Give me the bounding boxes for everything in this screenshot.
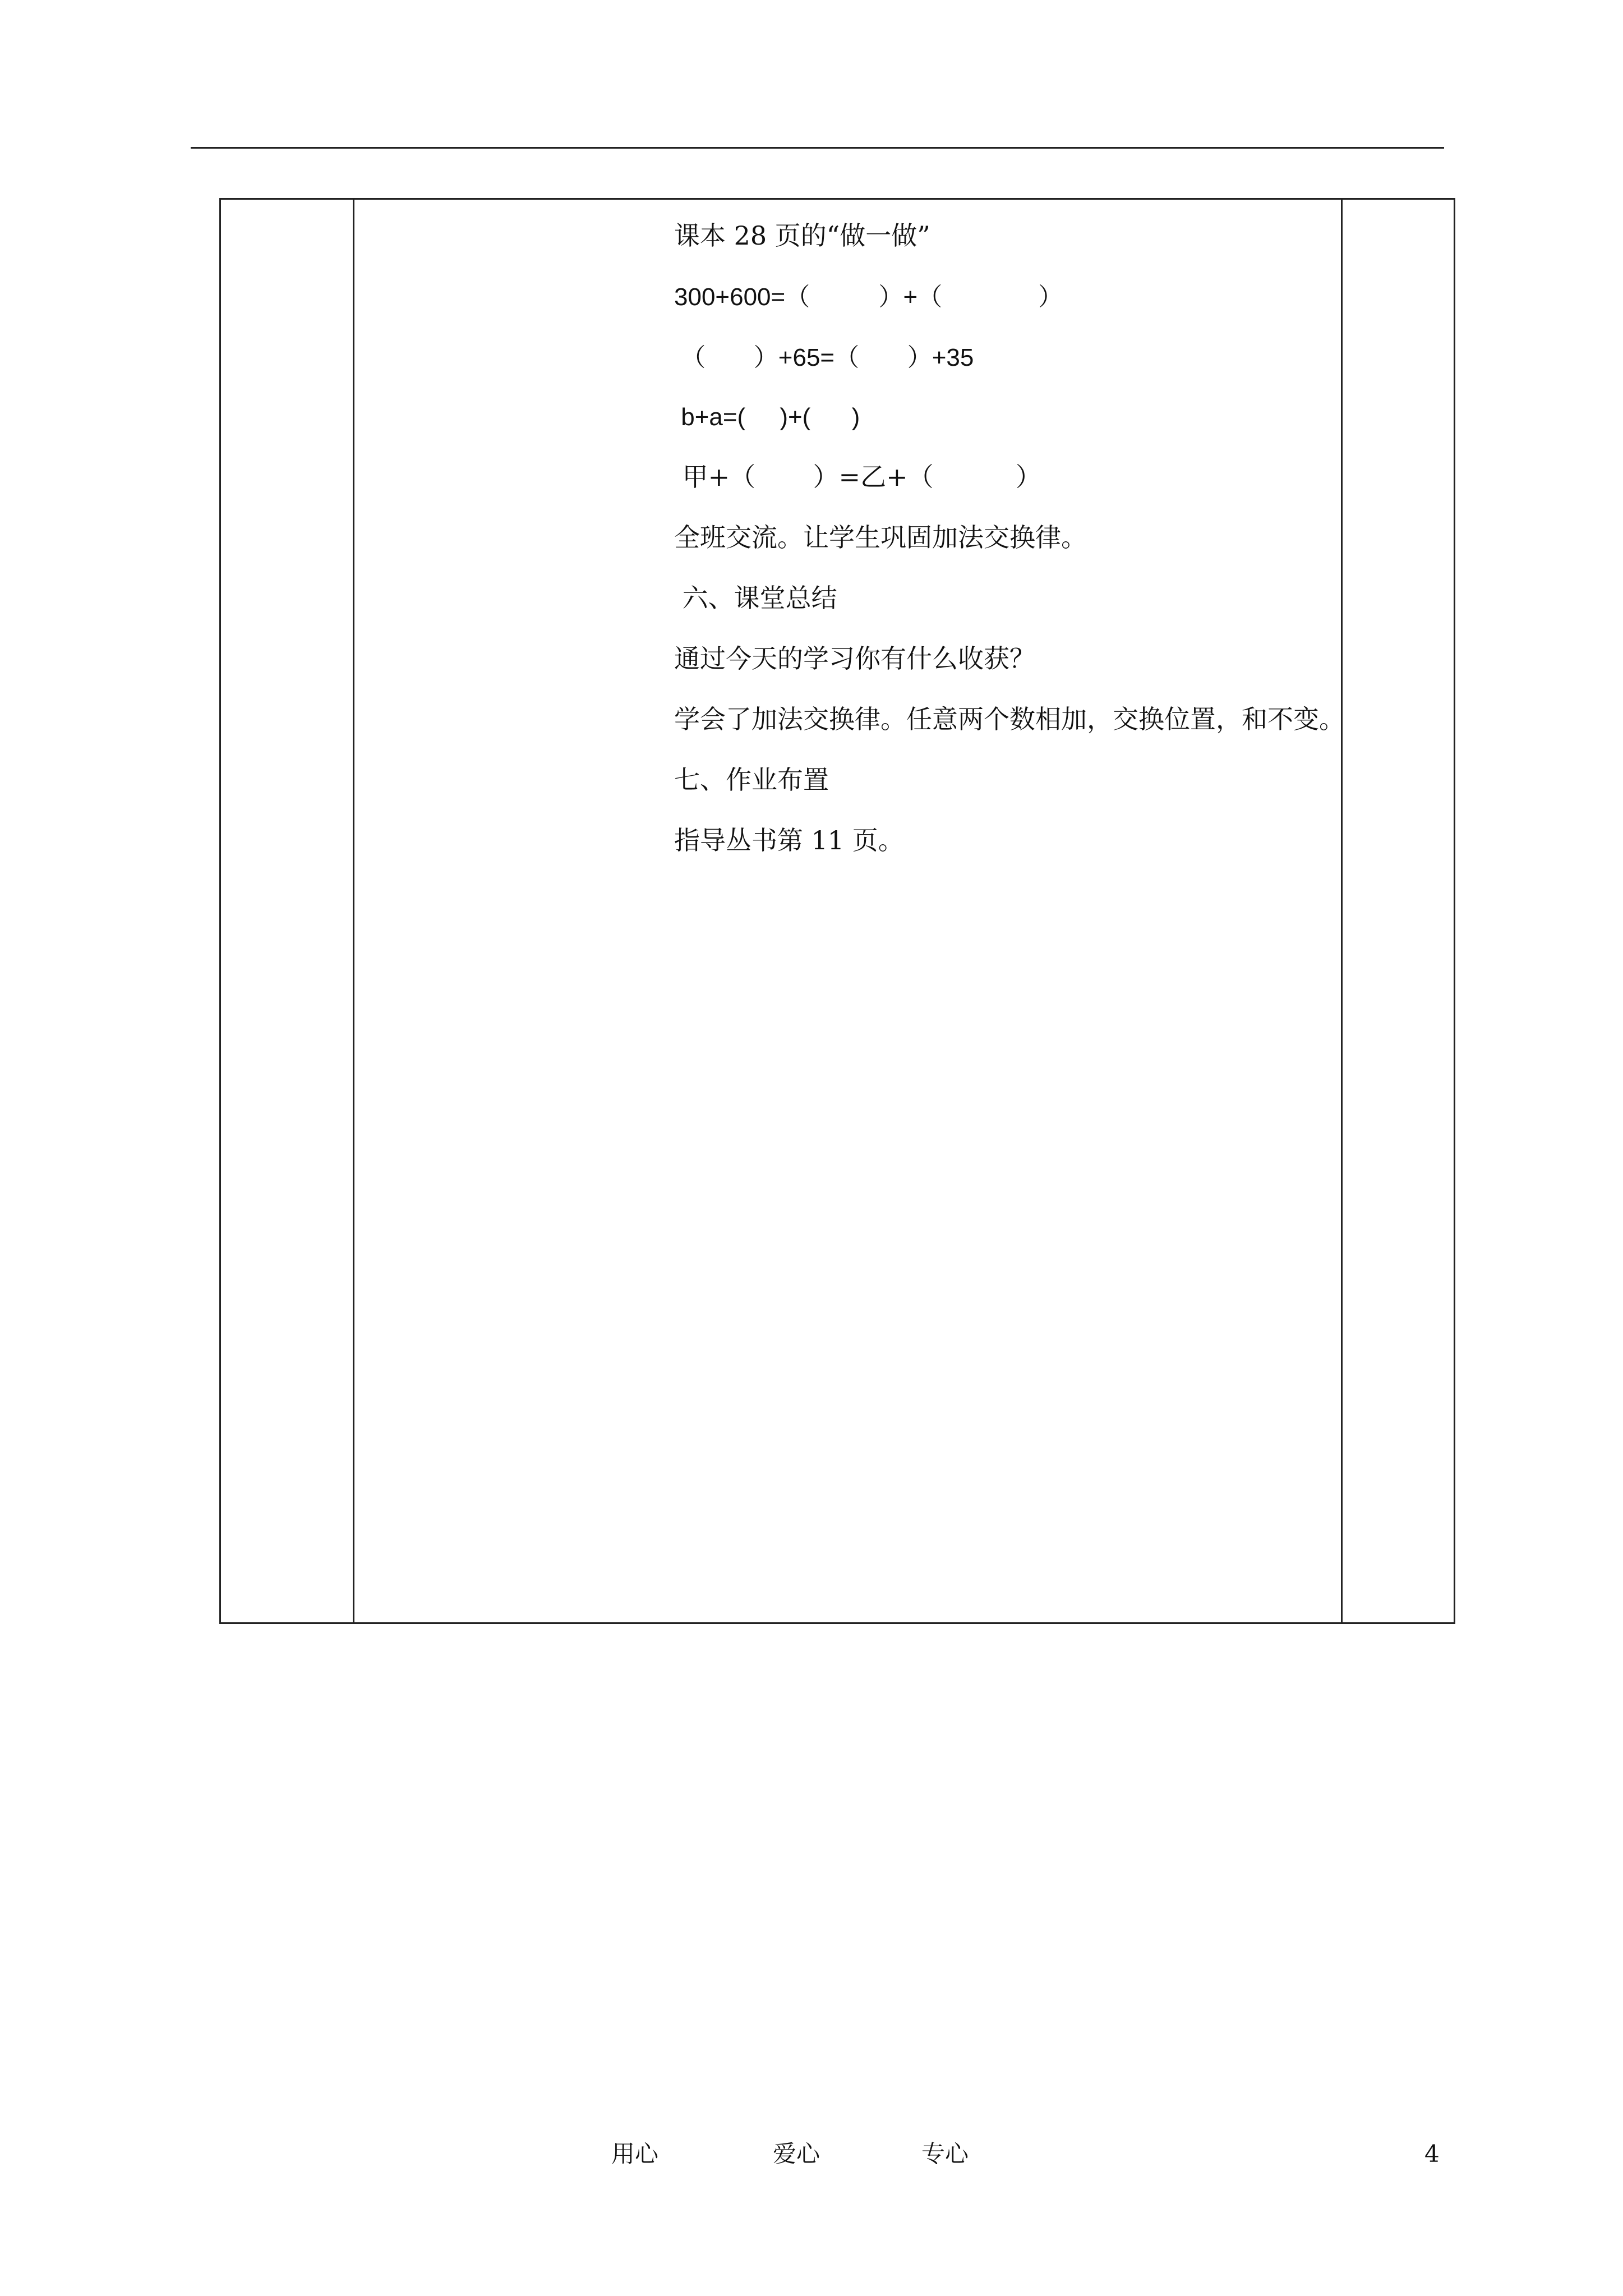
class-discussion-text: 全班交流。让学生巩固加法交换律。 [674,522,1087,553]
table-right-cell [1343,200,1454,1622]
textbook-exercise-heading: 课本 28 页的“做一做” [674,220,930,251]
page-number: 4 [1424,2140,1440,2168]
homework-text: 指导丛书第 11 页。 [674,825,904,855]
summary-question: 通过今天的学习你有什么收获？ [674,643,1035,674]
exercise-line-1: 300+600=（ ）+（ ） [674,283,1063,311]
table-content-cell [354,200,1345,1622]
section-seven-heading: 七、作业布置 [674,765,829,795]
summary-answer: 学会了加法交换律。任意两个数相加，交换位置，和不变。 [674,704,1345,734]
exercise-line-3: b+a=( )+( ) [674,403,860,431]
exercise-line-4: 甲+（ ）=乙+（ ） [674,462,1041,492]
header-rule [191,147,1444,149]
exercise-line-2: （ ）+65=（ ）+35 [674,344,974,371]
section-six-heading: 六、课堂总结 [674,583,837,613]
footer-motto-3: 专心 [921,2140,969,2168]
lesson-plan-table [219,198,1455,1624]
footer-motto-2: 爱心 [773,2140,820,2168]
footer-motto-1: 用心 [611,2140,659,2168]
table-left-cell [221,200,353,1622]
